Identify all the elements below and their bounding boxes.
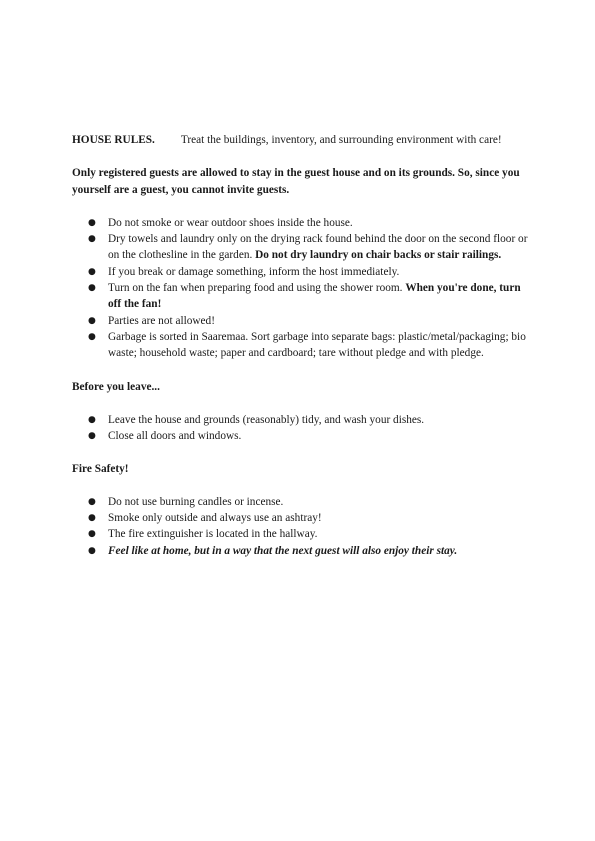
closing-message: Feel like at home, but in a way that the next guest will also enjoy their stay. xyxy=(108,544,458,557)
list-item xyxy=(72,412,528,428)
before-leave-heading: Before you leave... xyxy=(72,380,160,393)
house-rules-list xyxy=(72,215,528,362)
list-item xyxy=(72,329,528,362)
list-item xyxy=(72,280,528,313)
rule-text: Parties are not allowed! xyxy=(108,314,215,327)
leave-item-text: Close all doors and windows. xyxy=(108,430,242,443)
rule-text: If you break or damage something, inform the host immediately. xyxy=(108,265,400,278)
bullet-icon: ● xyxy=(88,217,96,228)
list-item xyxy=(72,510,528,526)
bullet-icon: ● xyxy=(88,234,96,245)
bullet-icon: ● xyxy=(88,283,96,294)
fire-item-text: Do not use burning candles or incense. xyxy=(108,495,284,508)
rule-emphasis: Do not dry laundry on chair backs or stair railings. xyxy=(255,249,502,262)
list-item xyxy=(72,428,528,444)
list-item xyxy=(72,526,528,542)
rule-text: Dry towels and laundry only on the drying rack found behind the door on the second floor or on the clothesline in the garden. xyxy=(108,233,528,262)
rule-text: Turn on the fan when preparing food and using the shower room. xyxy=(108,282,406,295)
fire-item-text: Smoke only outside and always use an ashtray! xyxy=(108,512,322,525)
list-item xyxy=(72,313,528,329)
bullet-icon: ● xyxy=(88,431,96,442)
bullet-icon: ● xyxy=(88,545,96,556)
rule-text: Garbage is sorted in Saaremaa. Sort garbage into separate bags: plastic/metal/packaging; bio waste; household waste; paper and cardboard; tare without pledge and with pledge. xyxy=(108,330,526,360)
rule-emphasis: When you're done, turn off the fan! xyxy=(108,282,521,311)
bullet-icon: ● xyxy=(88,266,96,277)
list-item xyxy=(72,264,528,280)
fire-safety-heading: Fire Safety! xyxy=(72,463,129,476)
intro-paragraph xyxy=(72,132,528,148)
list-item xyxy=(72,543,528,559)
bullet-icon: ● xyxy=(88,529,96,540)
list-item xyxy=(72,215,528,231)
document-title: HOUSE RULES. xyxy=(72,134,155,146)
leave-item-text: Leave the house and grounds (reasonably) tidy, and wash your dishes. xyxy=(108,413,425,426)
fire-item-text: The fire extinguisher is located in the hallway. xyxy=(108,528,318,541)
document-body xyxy=(72,132,528,559)
bullet-icon: ● xyxy=(88,414,96,425)
before-leave-list xyxy=(72,412,528,445)
rule-text: Do not smoke or wear outdoor shoes inside the house. xyxy=(108,216,353,229)
intro-text: Treat the buildings, inventory, and surrounding environment with care! xyxy=(180,134,502,146)
bullet-icon: ● xyxy=(88,331,96,342)
bullet-icon: ● xyxy=(88,513,96,524)
fire-safety-list xyxy=(72,494,528,559)
registered-guests-notice: Only registered guests are allowed to stay in the guest house and on its grounds. So, since you yourself are a guest, you cannot invite guests. xyxy=(72,167,520,196)
bullet-icon: ● xyxy=(88,496,96,507)
list-item xyxy=(72,494,528,510)
bullet-icon: ● xyxy=(88,315,96,326)
list-item xyxy=(72,231,528,264)
